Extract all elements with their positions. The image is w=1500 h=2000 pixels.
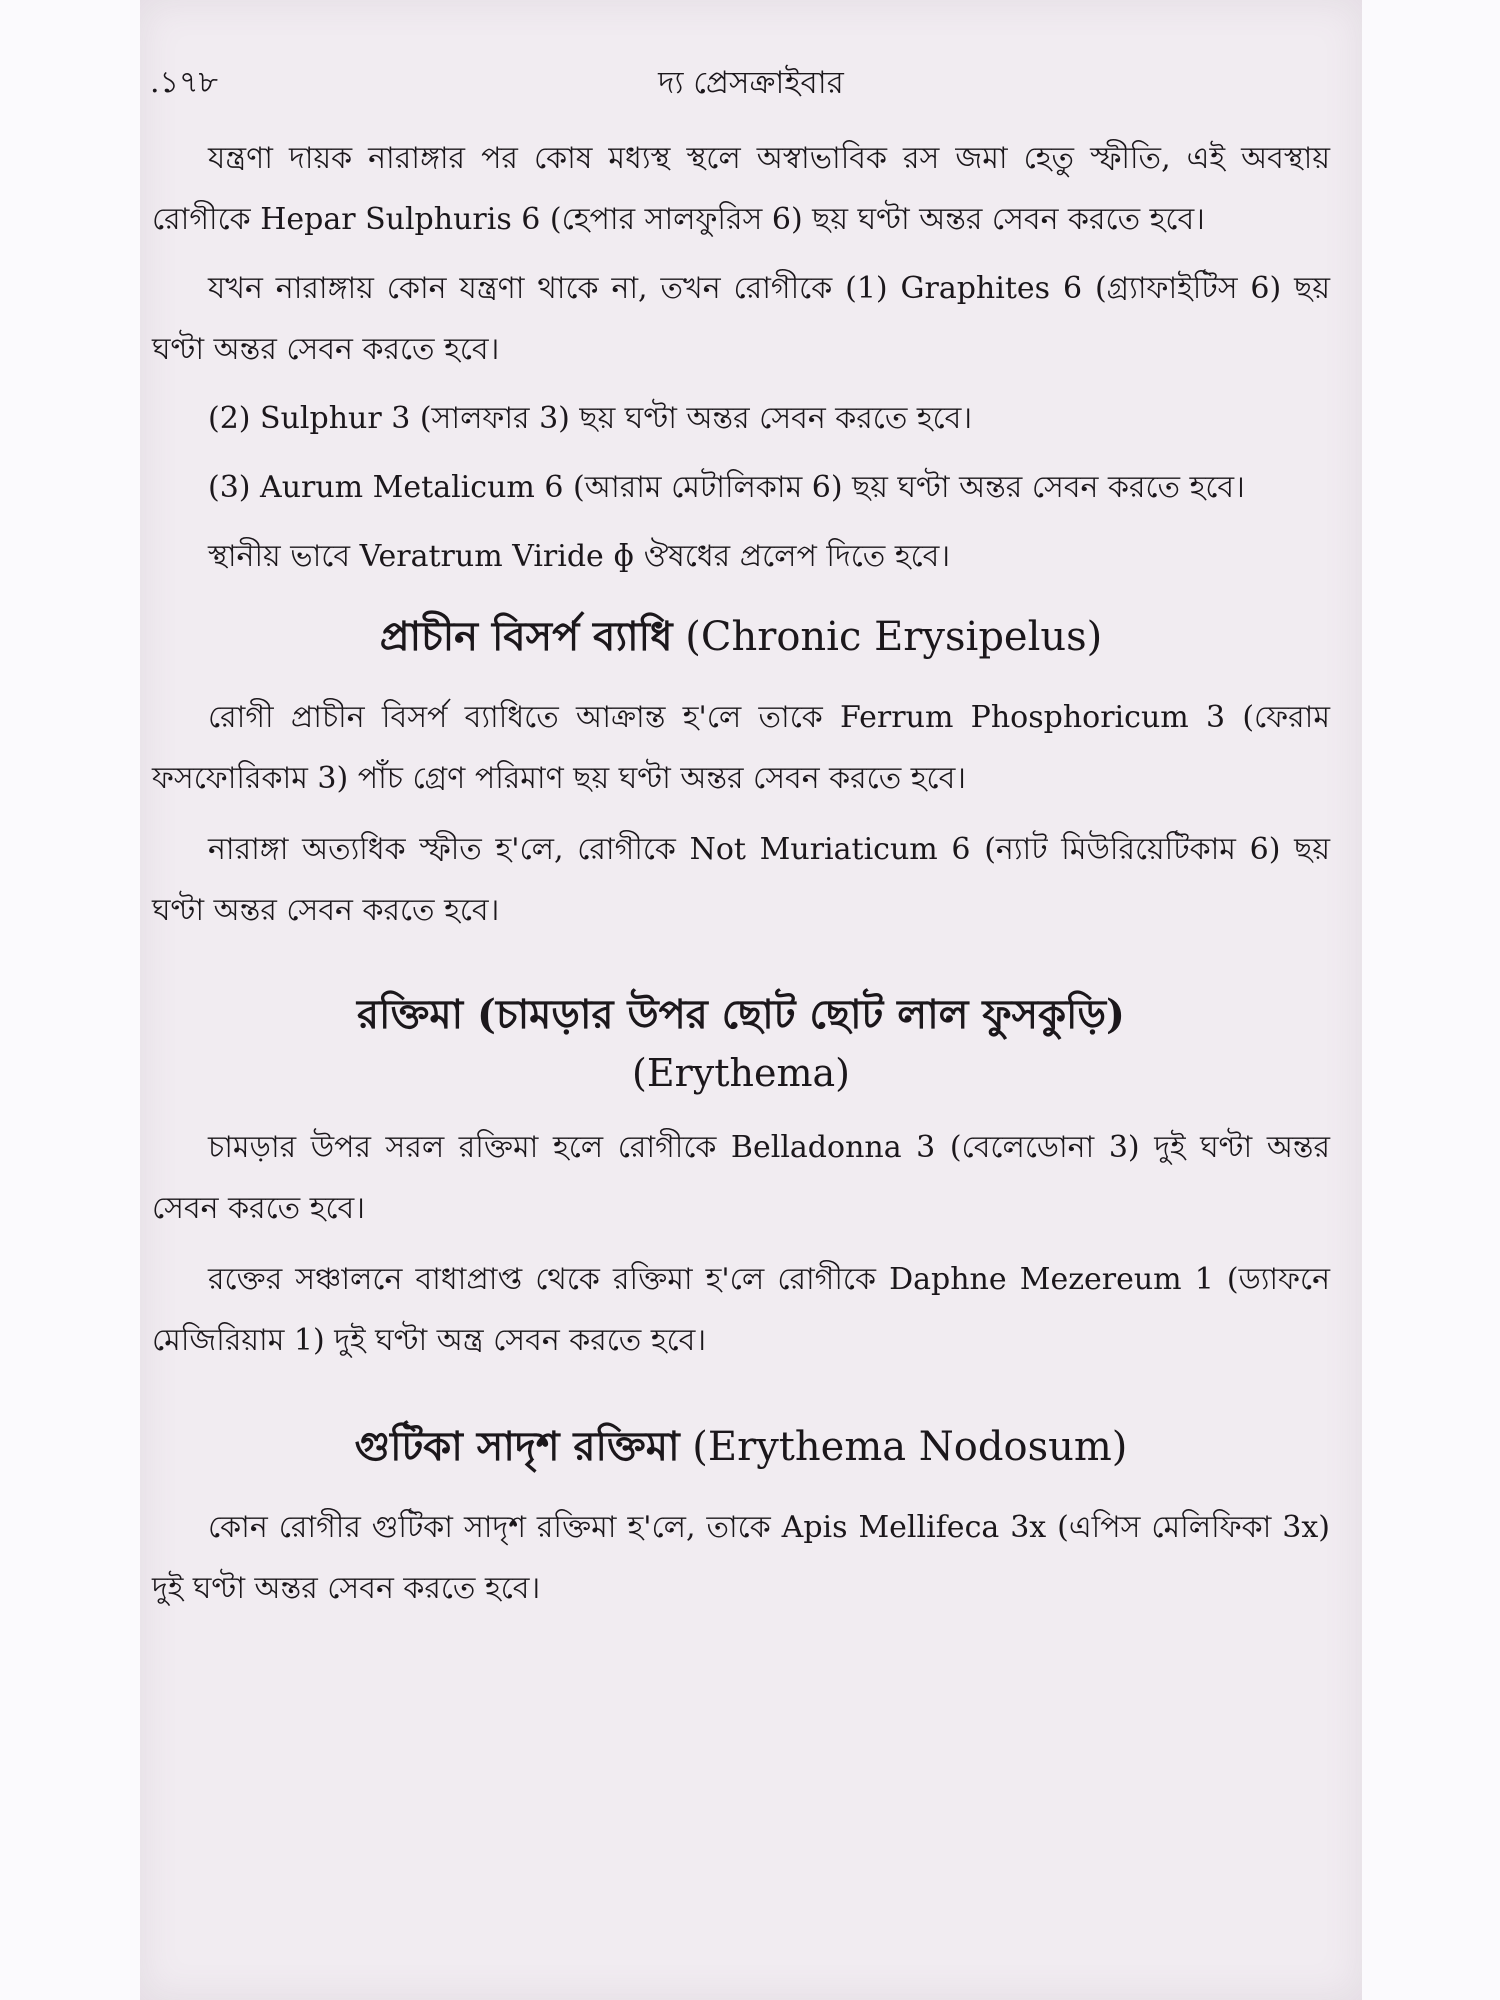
- paragraph: (2) Sulphur 3 (সালফার 3) ছয় ঘণ্টা অন্তর সেবন করতে হবে।: [208, 401, 973, 436]
- paragraph: চামড়ার উপর সরল রক্তিমা হলে রোগীকে Belladonna 3 (বেলেডোনা 3) দুই ঘণ্টা অন্তর সেবন করতে হবে।: [152, 1130, 1330, 1226]
- heading-bengali: গুটিকা সাদৃশ রক্তিমা: [354, 1423, 680, 1470]
- page-number: .১৭৮: [150, 65, 218, 100]
- running-title: দ্য প্রেসক্রাইবার: [658, 65, 844, 101]
- paragraph: (3) Aurum Metalicum 6 (আরাম মেটালিকাম 6) ছয় ঘণ্টা অন্তর সেবন করতে হবে।: [208, 470, 1245, 505]
- page-body: [152, 128, 1330, 1629]
- heading-english: (Erythema): [632, 1051, 850, 1095]
- book-page: [140, 0, 1362, 2000]
- spacer: [152, 951, 1330, 965]
- paragraph: রক্তের সঞ্চালনে বাধাপ্রাপ্ত থেকে রক্তিমা হ'লে রোগীকে Daphne Mezereum 1 (ড্যাফনে মেজিরিয়াম 1) দুই ঘণ্টা অন্ত্র সেবন করতে হবে।: [152, 1262, 1330, 1358]
- heading-bengali: প্রাচীন বিসর্প ব্যাধি: [379, 613, 673, 660]
- paragraph: নারাঙ্গা অত্যধিক স্ফীত হ'লে, রোগীকে Not Muriaticum 6 (ন্যাট মিউরিয়েটিকাম 6) ছয় ঘণ্টা অন্তর সেবন করতে হবে।: [152, 832, 1330, 928]
- heading-english: (Chronic Erysipelus): [685, 614, 1103, 660]
- section-heading-erythema-nodosum: [152, 1415, 1330, 1479]
- section-heading-chronic-erysipelus: [152, 605, 1330, 669]
- section-heading-erythema: [152, 983, 1330, 1099]
- paragraph: যন্ত্রণা দায়ক নারাঙ্গার পর কোষ মধ্যস্থ স্থলে অস্বাভাবিক রস জমা হেতু স্ফীতি, এই অবস্থায় রোগীকে Hepar Sulphuris 6 (হেপার সালফুরিস 6) ছয় ঘণ্টা অন্তর সেবন করতে হবে।: [152, 141, 1330, 237]
- paragraph: স্থানীয় ভাবে Veratrum Viride ɸ ঔষধের প্রলেপ দিতে হবে।: [208, 539, 951, 574]
- paragraph: কোন রোগীর গুটিকা সাদৃশ রক্তিমা হ'লে, তাকে Apis Mellifeca 3x (এপিস মেলিফিকা 3x) দুই ঘণ্টা অন্তর সেবন করতে হবে।: [152, 1510, 1330, 1606]
- paragraph: রোগী প্রাচীন বিসর্প ব্যাধিতে আক্রান্ত হ'লে তাকে Ferrum Phosphoricum 3 (ফেরাম ফসফোরিকাম 3) পাঁচ গ্রেণ পরিমাণ ছয় ঘণ্টা অন্তর সেবন করতে হবে।: [152, 700, 1330, 796]
- heading-bengali: রক্তিমা (চামড়ার উপর ছোট ছোট লাল ফুসকুড়ি): [357, 991, 1125, 1038]
- spacer: [152, 1381, 1330, 1397]
- paragraph: যখন নারাঙ্গায় কোন যন্ত্রণা থাকে না, তখন রোগীকে (1) Graphites 6 (গ্র্যাফাইটিস 6) ছয় ঘণ্টা অন্তর সেবন করতে হবে।: [152, 271, 1330, 367]
- page-header: [140, 58, 1362, 108]
- heading-english: (Erythema Nodosum): [692, 1424, 1128, 1470]
